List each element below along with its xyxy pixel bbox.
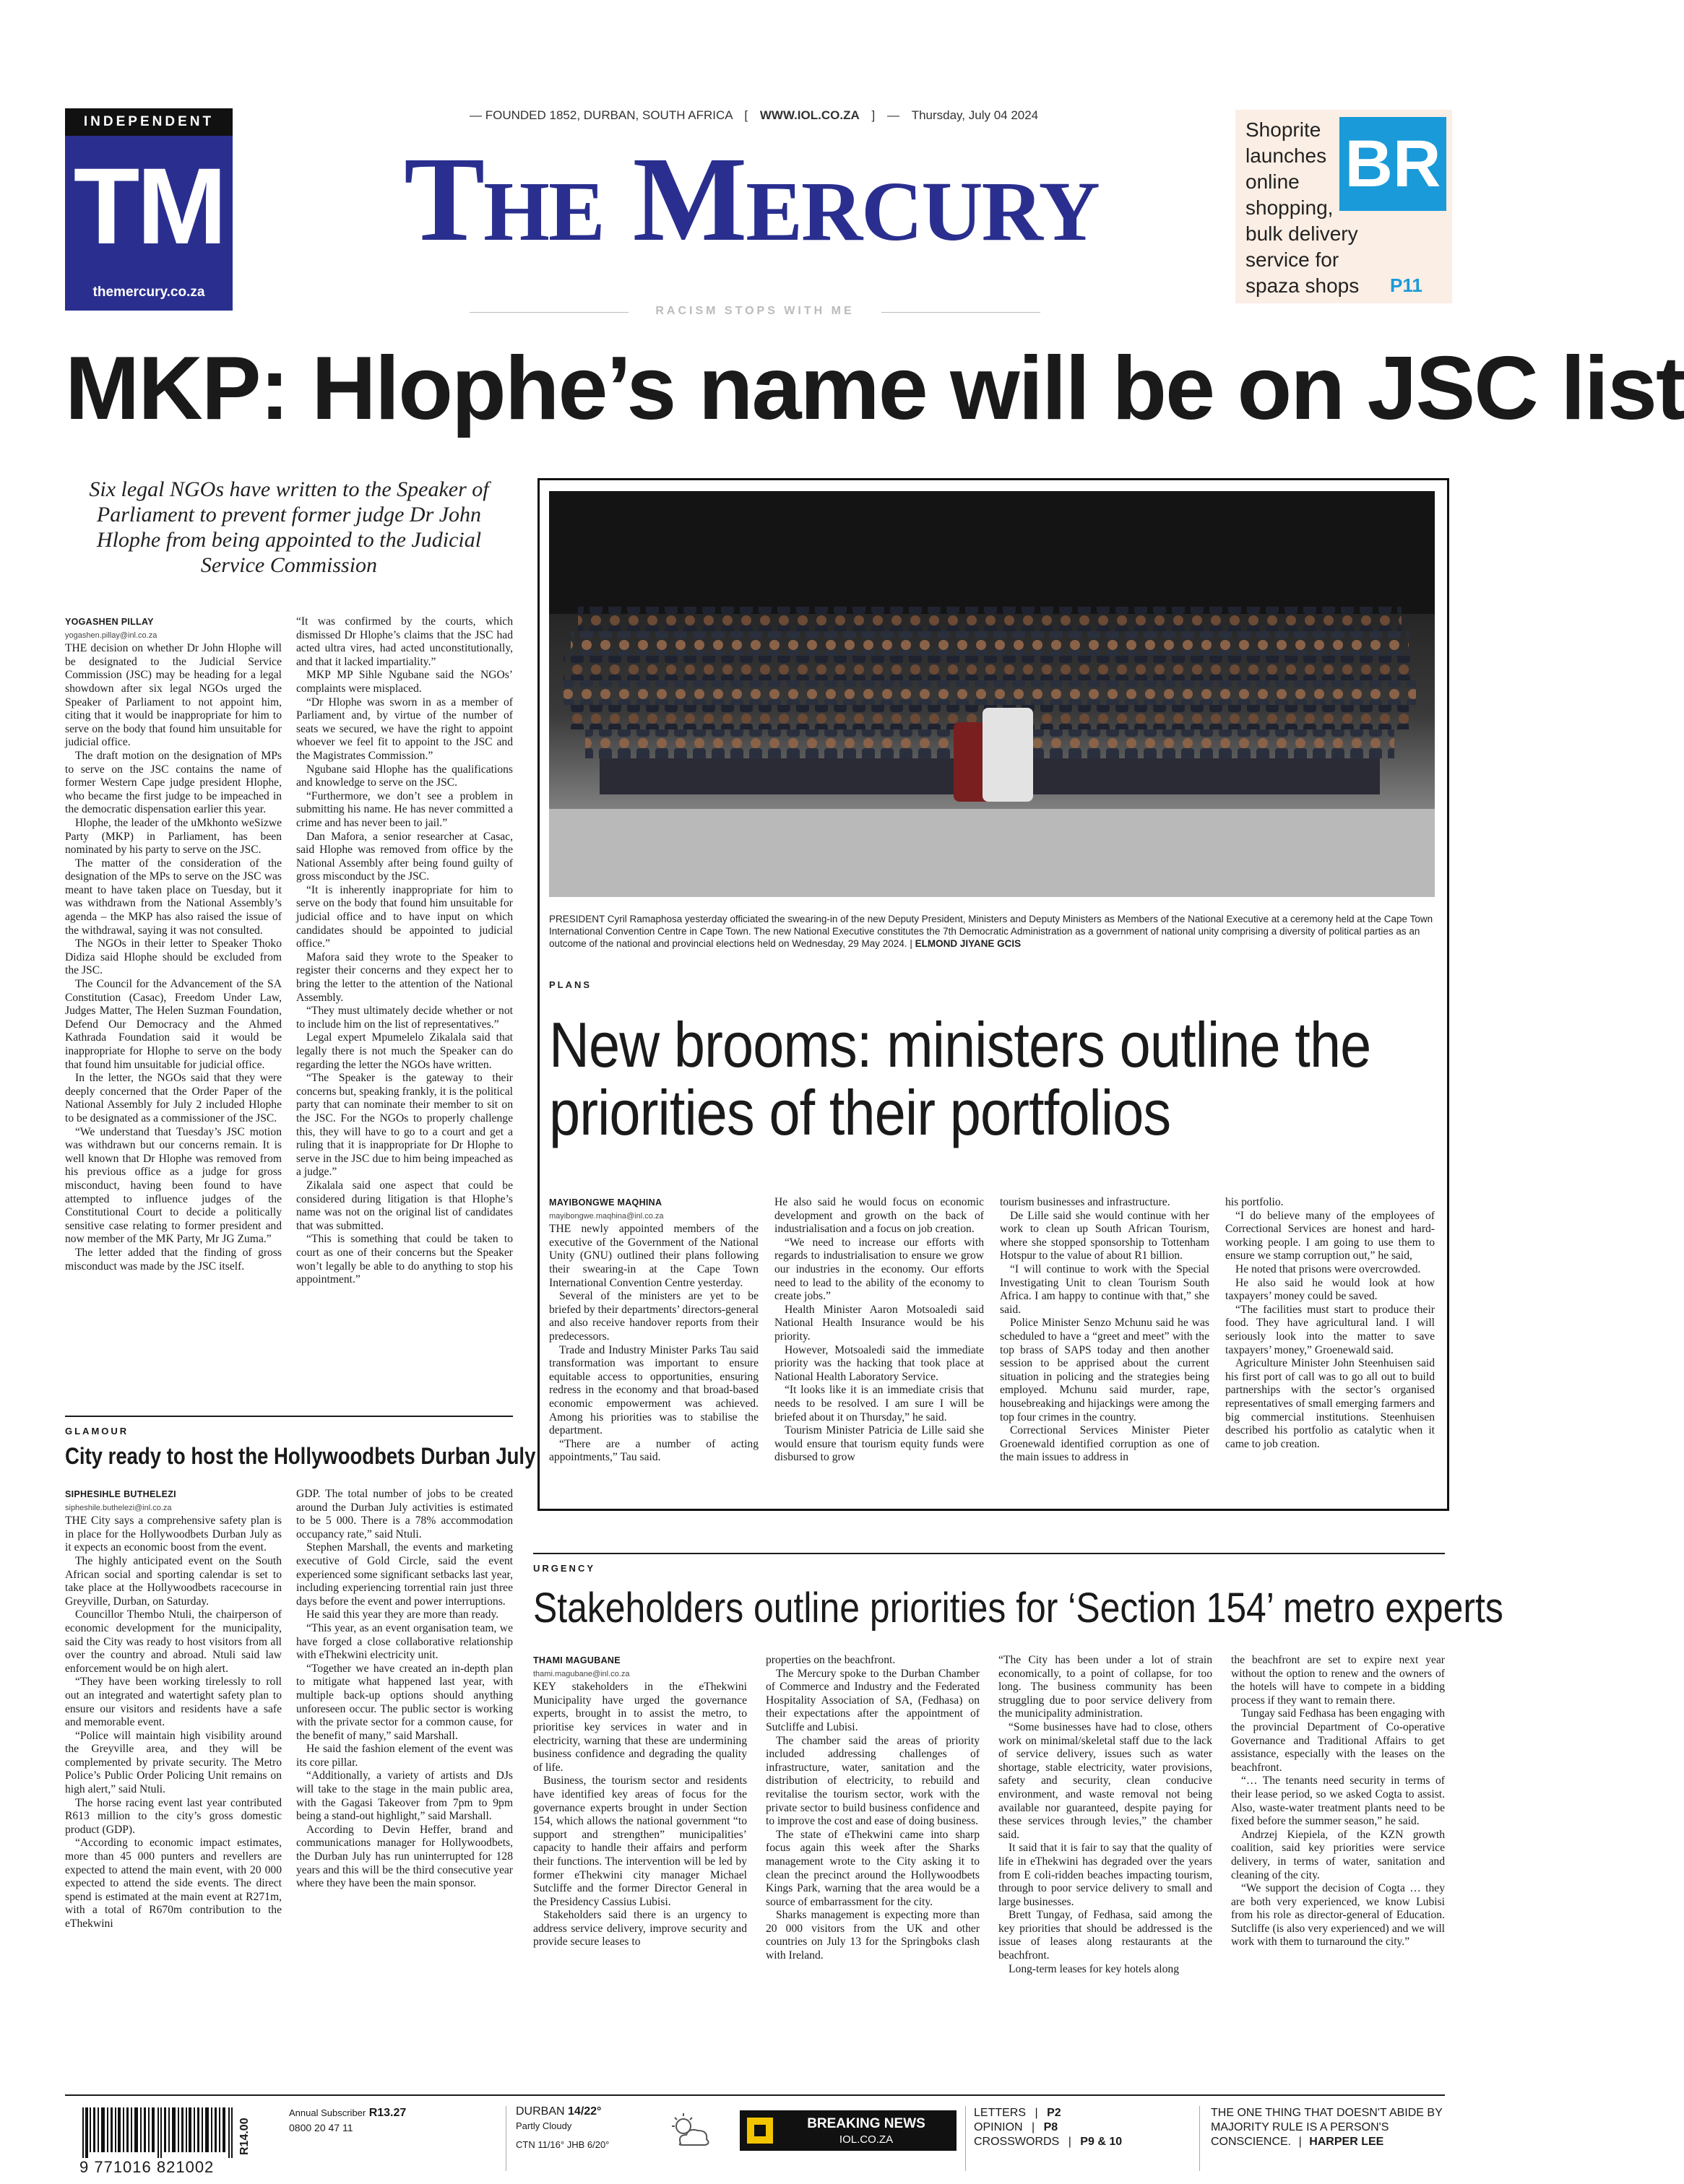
glamour-article [65, 1488, 513, 2080]
paragraph: Business, the tourism sector and residents have identified key areas of focus for the governance experts brought in under Section 154, which allows the national government “to support and strengthen” municipalities’ capacity to handle their affairs and perform their functions. The intervention will be led by former eThekwini city manager Michael Sutcliffe and the former Director General in the Presidency Cassius Lubisi. [533, 1774, 747, 1908]
paragraph: Dan Mafora, a senior researcher at Casac, said Hlophe was removed from office by the National Assembly after being found guilty of gross misconduct by the JSC. [296, 830, 513, 883]
paragraph: Police Minister Senzo Mchunu said he was scheduled to have a “greet and meet” with the top brass of SAPS today and then another session to be apprised about the current situation in policing and the strategies being employed. Mchunu said murder, rape, housebreaking and hijackings were among the top four crimes in the country. [1000, 1317, 1209, 1424]
quote-sep: | [1298, 2136, 1302, 2148]
urgency-article [533, 1654, 1445, 2080]
breaking-news-banner[interactable] [740, 2110, 957, 2151]
quote-of-day [1211, 2106, 1449, 2149]
plans-col-2 [774, 1196, 984, 1465]
subscriber-phone: 0800 20 47 11 [289, 2122, 353, 2133]
glamour-col-2 [296, 1488, 513, 1891]
paragraph: Health Minister Aaron Motsoaledi said National Health Insurance would be his priority. [774, 1303, 984, 1343]
promo-badge: BR [1339, 117, 1446, 211]
urgency-col-4 [1231, 1654, 1445, 1949]
paragraph: Several of the ministers are yet to be briefed by their departments’ directors-general and also receive handover reports from their predecessors. [549, 1290, 759, 1343]
paragraph: “This year, as an event organisation team, we have forged a close collaborative relationship with eThekwini electricity unit. [296, 1621, 513, 1662]
paragraph: Mafora said they wrote to the Speaker to register their concerns and they expect her to bring the letter to the attention of the National Assembly. [296, 950, 513, 1004]
paragraph: The Council for the Advancement of the SA Constitution (Casac), Freedom Under Law, Judges Matter, The Helen Suzman Foundation, Defend Our Democracy and the Ahmed Kathrada Foundation said it would be inappropriate for Hlophe to serve on the body that found him unsuitable for judicial office. [65, 978, 282, 1071]
paragraph: “There are a number of acting appointments,” Tau said. [549, 1437, 759, 1464]
glamour-headline[interactable]: City ready to host the Hollywoodbets Durban July [65, 1443, 536, 1469]
paragraph: tourism businesses and infrastructure. [1000, 1196, 1170, 1208]
plans-col-1 [549, 1196, 759, 1465]
urgency-col-1 [533, 1654, 747, 1949]
paragraph: Andrzej Kiepiela, of the KZN growth coalition, said key priorities were service delivery, in terms of water, sanitation and cleaning of the city. [1231, 1828, 1445, 1881]
paragraph: “According to economic impact estimates, more than 45 000 punters and revellers are expected to attend the main event, with 20 000 expected to attend the side events. The direct spend is estimated at the main event at R271m, with a total of R670m contribution to the eThekwini [65, 1837, 282, 1930]
urgency-rule [533, 1553, 1445, 1554]
tagline-rule-left [470, 312, 629, 313]
paragraph: Stakeholders said there is an urgency to address service delivery, improve security and provide secure leases to [533, 1909, 747, 1949]
paragraph: Agriculture Minister John Steenhuisen said his first port of call was to go all out to build partnerships with the sector’s organised representatives of small emerging farmers and big commercial institutions. Steenhuisen described his portfolio as catalytic when it came to job creation. [1225, 1357, 1435, 1450]
quote-author: HARPER LEE [1309, 2136, 1384, 2148]
urgency-byline: THAMI MAGUBANE [533, 1655, 621, 1665]
partly-cloudy-icon [665, 2109, 715, 2152]
glamour-email[interactable]: sipheshile.buthelezi@inl.co.za [65, 1503, 172, 1512]
breaking-news-label: BREAKING NEWS [807, 2116, 925, 2131]
paragraph: “I will continue to work with the Special Investigating Unit to clean Tourism South Africa. I am happy to continue with that,” she said. [1000, 1262, 1209, 1316]
paragraph: He said the fashion element of the event was its core pillar. [296, 1743, 513, 1769]
logo-url: themercury.co.za [92, 285, 205, 300]
tagline-rule-right [881, 312, 1040, 313]
index-item[interactable] [974, 2135, 1176, 2149]
glamour-col-1 [65, 1488, 282, 1931]
paragraph: Councillor Thembo Ntuli, the chairperson of economic development for the municipality, said the City was ready to host visitors from all over the country and abroad. Ntuli said law enforcement would be on high alert. [65, 1608, 282, 1675]
paragraph: GDP. The total number of jobs to be created around the Durban July activities is estimated to be 5 000. There is a 78% accommodation occupancy rate,” said Ntuli. [296, 1488, 513, 1540]
paragraph: the beachfront are set to expire next year without the option to renew and the owners of the hotels will have to compete in a bidding process if they want to remain there. [1231, 1654, 1445, 1707]
group-photo-illustration [549, 491, 1435, 897]
caption-divider: | [910, 938, 915, 949]
newspaper-title: The Mercury [404, 132, 1099, 266]
paragraph: The state of eThekwini came into sharp focus again this week after the Sharks management wrote to the City asking it to clean the precinct around the Hollywoodbets Kings Park, warning that the area would be a source of embarrassment for the city. [766, 1828, 980, 1908]
logo-letters: TM [73, 145, 225, 266]
lead-col-1 [65, 615, 282, 1273]
paragraph: “Dr Hlophe was sworn in as a member of Parliament and, by virtue of the number of seats we secured, we have the right to appoint whoever we feel fit to appoint to the JSC and the Magistrates Commission.” [296, 696, 513, 762]
footer-divider [1199, 2106, 1200, 2171]
tagline: RACISM STOPS WITH ME [655, 305, 855, 317]
index-label: LETTERS [974, 2107, 1027, 2119]
index-sep: | [1068, 2136, 1071, 2148]
divider: ] [871, 108, 876, 122]
plans-kicker: PLANS [549, 979, 592, 990]
paragraph: However, Motsoaledi said the immediate priority was the hacking that took place at National Health Laboratory Service. [774, 1343, 984, 1383]
paragraph: Correctional Services Minister Pieter Groenewald identified corruption as one of the main issues to address in [1000, 1424, 1209, 1464]
paragraph: THE decision on whether Dr John Hlophe will be designated to the Judicial Service Commission (JSC) may be heading for a legal showdown after six legal NGOs urged the Speaker of Parliament to not appoint him, citing that it would be inappropriate for him to serve on the body that found him unsuitable for judicial office. [65, 642, 282, 749]
plans-col-3 [1000, 1196, 1209, 1465]
paragraph: KEY stakeholders in the eThekwini Municipality have urged the governance experts, brought in to assist the metro, to prioritise key services in water and in electricity, warning that these are undermining business confidence and degrading the quality of life. [533, 1681, 747, 1774]
paragraph: Trade and Industry Minister Parks Tau said transformation was important to ensure equitable access to opportunities, ensuring redress in the economy and that broad-based economic empowerment was achieved. Among his priorities was to stabilise the department. [549, 1343, 759, 1437]
paragraph: “Additionally, a variety of artists and DJs will take to the stage in the main public area, with the Gagasi Takeover from 7pm to 9pm being a stand-out highlight,” said Marshall. [296, 1769, 513, 1823]
cover-price: R14.00 [238, 2118, 251, 2155]
plans-byline: MAYIBONGWE MAQHINA [549, 1197, 662, 1208]
barcode-number: 9 771016 821002 [79, 2158, 215, 2176]
paragraph: The horse racing event last year contributed R613 million to the city’s gross domestic product (GDP). [65, 1796, 282, 1836]
paragraph: “It looks like it is an immediate crisis that needs to be resolved. I am sure I will be briefed about it on Thursday,” he said. [774, 1384, 984, 1424]
subscriber-line [289, 2106, 470, 2120]
paragraph: “The facilities must start to produce their food. They have agricultural land. I will seriously look into the matter to save taxpayers’ money,” Groenewald said. [1225, 1303, 1435, 1356]
paragraph: The NGOs in their letter to Speaker Thoko Didiza said Hlophe should be excluded from the JSC. [65, 937, 282, 977]
paragraph: Tungay said Fedhasa has been engaging with the provincial Department of Co-operative Governance and Traditional Affairs to get assistance, especially with the leases on the beachfront. [1231, 1707, 1445, 1774]
paragraph: Brett Tungay, of Fedhasa, said among the key priorities that should be addressed is the issue of leases along restaurants at the beachfront. [998, 1909, 1212, 1962]
paragraph: “We understand that Tuesday’s JSC motion was withdrawn but our concerns remain. It is well known that Dr Hlophe was removed from his previous office as a judge for gross misconduct, having been found to have attempted to influence judges of the Constitutional Court to decide a politically sensitive case relating to former president and now member of the MK Party, Mr JG Zuma.” [65, 1125, 282, 1246]
paragraph: Hlophe, the leader of the uMkhonto weSizwe Party (MKP) in Parliament, has been nominated by his party to serve on the JSC. [65, 816, 282, 857]
footer-rule [65, 2094, 1445, 2096]
divider: — [886, 108, 899, 122]
partly-cloudy-svg [665, 2109, 715, 2152]
index-label: CROSSWORDS [974, 2136, 1060, 2148]
promo-box[interactable] [1235, 110, 1452, 303]
paragraph: De Lille said she would continue with her work to clean up South African Tourism, where she stopped sponsorship to Tottenham Hotspur to the value of about R1 billion. [1000, 1209, 1209, 1262]
urgency-headline[interactable]: Stakeholders outline priorities for ‘Section 154’ metro experts [533, 1585, 1503, 1632]
lead-col-2 [296, 615, 513, 1287]
masthead [0, 0, 1511, 318]
index-sep: | [1032, 2121, 1035, 2133]
urgency-email[interactable]: thami.magubane@inl.co.za [533, 1669, 630, 1678]
glamour-kicker: GLAMOUR [65, 1426, 129, 1436]
paragraph: “I do believe many of the employees of Correctional Services are honest and hard-working people. I am going to use them to ensure we stamp corruption out,” he said, [1225, 1209, 1435, 1262]
paragraph: It said that it is fair to say that the quality of life in eThekwini has degraded over the years from E coli-ridden beaches impacting tourism, through to poor service delivery to small and large businesses. [998, 1842, 1212, 1908]
footer-divider [965, 2106, 966, 2171]
paragraph: In the letter, the NGOs said that they were deeply concerned that the Order Paper of the National Assembly for July 2 included Hlophe to be designated as a commissioner of the JSC. [65, 1072, 282, 1124]
lead-standfirst: Six legal NGOs have written to the Speaker of Parliament to prevent former judge Dr John Hlophe from being appointed to the Judicial Service Commission [89, 477, 489, 577]
paragraph: The letter added that the finding of gross misconduct was made by the JSC itself. [65, 1246, 282, 1273]
paragraph: He also said he would focus on economic development and growth on the back of industrialisation and a focus on job creation. [774, 1196, 984, 1236]
paragraph: “… The tenants need security in terms of their lease period, so we asked Cogta to assist. Also, waste-water treatment plants need to be fixed before the summer season,” he said. [1231, 1774, 1445, 1828]
paragraph: Legal expert Mpumelelo Zikalala said that legally there is not much the Speaker can do regarding the letter the NGOs have written. [296, 1031, 513, 1071]
paragraph: THE City says a comprehensive safety plan is in place for the Hollywoodbets Durban July as it expects an economic boost from the event. [65, 1514, 282, 1554]
glamour-rule [65, 1416, 513, 1417]
paragraph: The draft motion on the designation of MPs to serve on the JSC contains the name of former Western Cape judge president Hlophe, who became the first judge to be impeached in the democratic dispensation earlier this year. [65, 749, 282, 816]
paragraph: “Police will maintain high visibility around the Greyville area, and they will be complemented by private security. The Metro Police’s Public Order Policing Unit remains on high alert,” said Ntuli. [65, 1729, 282, 1796]
barcode-graphic [79, 2107, 246, 2158]
paragraph: “They must ultimately decide whether or not to include him on the list of representatives.” [296, 1005, 513, 1031]
edition-info [470, 108, 1038, 126]
index-label: OPINION [974, 2121, 1023, 2133]
paragraph: “This is something that could be taken to court as one of their concerns but the Speaker won’t legally be able to do anything to stop his appointment.” [296, 1233, 513, 1286]
paragraph: The highly anticipated event on the South African social and sporting calendar is set to take place at the Hollywoodbets racecourse in Greyville, Durban, on Saturday. [65, 1554, 282, 1608]
paragraph: “They have been working tirelessly to roll out an integrated and watertight safety plan to ensure our visitors and residents have a safe and memorable event. [65, 1676, 282, 1729]
breaking-news-icon [747, 2118, 773, 2144]
paragraph: Tourism Minister Patricia de Lille said she would ensure that tourism equity funds were disbursed to grow [774, 1424, 984, 1464]
index-page: P9 & 10 [1080, 2136, 1123, 2148]
paragraph: “It was confirmed by the courts, which dismissed Dr Hlophe’s claims that the JSC had acted ultra vires, had acted unconstitutionally, and that it lacked impartiality.” [296, 615, 513, 668]
subscriber-info [289, 2106, 470, 2135]
lead-headline[interactable]: MKP: Hlophe’s name will be on JSC list [65, 339, 1684, 438]
paragraph: Long-term leases for key hotels along [1009, 1962, 1180, 1975]
caption-text: PRESIDENT Cyril Ramaphosa yesterday officiated the swearing-in of the new Deputy President, Ministers and Deputy Ministers as Members of the National Executive at a ceremony held at the Cape Town International Convention Centre in Cape Town. The new National Executive constitutes the 7th Democratic Administration as a government of national unity comprising a diversity of political parties as an outcome of the national and provincial elections held on Wednesday, 29 May 2024. [549, 914, 1433, 949]
paragraph: He also said he would look at how taxpayers’ money could be saved. [1225, 1276, 1435, 1303]
paragraph: Sharks management is expecting more than 20 000 visitors from the UK and other countries on July 13 for the Springboks clash with Ireland. [766, 1909, 980, 1962]
paragraph: According to Devin Heffer, brand and communications manager for Hollywoodbets, the Durban July has run uninterrupted for 128 years and this will be the third consecutive year where they have been the main sponsor. [296, 1823, 513, 1890]
urgency-col-3 [998, 1654, 1212, 1976]
index-item[interactable] [974, 2120, 1176, 2135]
index-page: P8 [1043, 2121, 1058, 2133]
paragraph: “Furthermore, we don’t see a problem in submitting his name. He has never committed a crime and has never been to jail.” [296, 789, 513, 829]
paragraph: “Together we have created an in-depth plan to mitigate what happened last year, with multiple back-up options should anything unforeseen occur. The public sector is working with the private sector for a common cause, for the benefit of many,” said Marshall. [296, 1662, 513, 1742]
paragraph: his portfolio. [1225, 1196, 1284, 1208]
paragraph: “The Speaker is the gateway to their concerns but, speaking frankly, it is the political party that can nominate their member to sit on the JSC. For the NGOs to properly challenge this, they will have to go to a court and get a ruling that it is inappropriate for Dr Hlophe to serve in the JSC due to him being impeached as a judge.” [296, 1072, 513, 1179]
weather-desc: Partly Cloudy [516, 2120, 572, 2131]
logo-box[interactable] [65, 108, 233, 311]
promo-page: P11 [1390, 274, 1422, 296]
paragraph: “The City has been under a lot of strain economically, to a point of collapse, for too long. The business community has been struggling due to poor service delivery from the municipality administration. [998, 1654, 1212, 1720]
paragraph: He noted that prisons were overcrowded. [1235, 1262, 1421, 1275]
lead-email[interactable]: yogashen.pillay@inl.co.za [65, 630, 157, 640]
weather-other: CTN 11/16° JHB 6/20° [516, 2139, 610, 2150]
urgency-col-2 [766, 1654, 980, 1963]
glamour-byline: SIPHESIHLE BUTHELEZI [65, 1489, 176, 1499]
paragraph: Zikalala said one aspect that could be considered during litigation is that Hlophe’s name was not on the original list of candidates that was submitted. [296, 1179, 513, 1232]
lead-byline: YOGASHEN PILLAY [65, 617, 154, 627]
paragraph: Ngubane said Hlophe has the qualifications and knowledge to serve on the JSC. [296, 763, 513, 789]
index-page: P2 [1047, 2107, 1061, 2119]
paragraph: The chamber said the areas of priority included addressing challenges of infrastructure, water, sanitation and the distribution of electricity, to rebuild and revitalise the tourism sector, work with the private sector to build business confidence and to improve the cost and ease of doing business. [766, 1734, 980, 1828]
barcode [79, 2107, 246, 2177]
subscriber-price: R13.27 [368, 2107, 407, 2119]
plans-headline[interactable]: New brooms: ministers outline the priorities of their portfolios [549, 1009, 1371, 1148]
page-index [974, 2106, 1176, 2149]
website-link[interactable]: WWW.IOL.CO.ZA [759, 108, 860, 122]
promo-text: Shoprite launches online shopping, bulk delivery service for spaza shops [1245, 118, 1360, 297]
photo-caption [549, 913, 1435, 950]
breaking-news-url: IOL.CO.ZA [839, 2133, 894, 2146]
paragraph: properties on the beachfront. [766, 1654, 896, 1666]
paragraph: Stephen Marshall, the events and marketing executive of Gold Circle, said the event experienced some significant setbacks last year, including experiencing torrential rain just three days before the event and power interruptions. [296, 1541, 513, 1608]
paragraph: THE newly appointed members of the executive of the Government of the National Unity (GNU) outlined their plans following their swearing-in at the Cape Town International Convention Centre yesterday. [549, 1223, 759, 1289]
weather-line [516, 2105, 660, 2119]
plans-email[interactable]: mayibongwe.maqhina@inl.co.za [549, 1211, 664, 1221]
weather-city: DURBAN [516, 2105, 565, 2118]
issue-date: Thursday, July 04 2024 [911, 108, 1039, 122]
urgency-kicker: URGENCY [533, 1563, 596, 1574]
group-photo[interactable] [549, 491, 1435, 897]
paragraph: He said this year they are more than ready. [306, 1608, 499, 1621]
plans-article [549, 1196, 1435, 1507]
subscriber-label: Annual Subscriber [289, 2107, 366, 2118]
weather-block [516, 2105, 660, 2152]
quote-text: THE ONE THING THAT DOESN'T ABIDE BY MAJORITY RULE IS A PERSON'S CONSCIENCE. [1211, 2107, 1443, 2148]
paragraph: “We support the decision of Cogta … they are both very experienced, we know Lubisi from his role as director-general of Education. Sutcliffe (is also very experienced) and we will work with them to turnaround the city.” [1231, 1882, 1445, 1949]
paragraph: “We need to increase our efforts with regards to industrialisation to ensure we grow our industries in the economy. Our efforts need to lead to the ability of the economy to create jobs.” [774, 1236, 984, 1303]
paragraph: MKP MP Sihle Ngubane said the NGOs’ complaints were misplaced. [296, 669, 513, 695]
paragraph: The matter of the consideration of the designation of the MPs to serve on the JSC was meant to have taken place on Tuesday, but it was withdrawn from the National Assembly’s agenda – the MKP has also raised the issue of the withdrawal, saying it was not consulted. [65, 857, 282, 937]
independent-label: INDEPENDENT [65, 108, 233, 136]
paragraph: “Some businesses have had to close, others work on minimal/skeletal staff due to the lack of service delivery, issues such as water shortage, stable electricity, water provisions, safety and security, clean conducive environment, and waste removal not being available nor guaranteed, despite paying for these services through levies,” the chamber said. [998, 1720, 1212, 1841]
paragraph: The Mercury spoke to the Durban Chamber of Commerce and Industry and the Federated Hospitality Association of SA, (Fedhasa) on their expectations after the appointment of Sutcliffe and Lubisi. [766, 1667, 980, 1733]
photo-credit: ELMOND JIYANE GCIS [915, 938, 1022, 949]
founded-text: — FOUNDED 1852, DURBAN, SOUTH AFRICA [470, 108, 733, 122]
weather-temp: 14/22° [568, 2105, 602, 2118]
paragraph: “It is inherently inappropriate for him to serve on the body that found him unsuitable for judicial office and to have input on which candidates should be appointed to judicial office.” [296, 883, 513, 950]
index-item[interactable] [974, 2106, 1176, 2120]
index-sep: | [1035, 2107, 1038, 2119]
lead-article [65, 615, 513, 1406]
plans-col-4 [1225, 1196, 1435, 1451]
divider: [ [744, 108, 748, 122]
